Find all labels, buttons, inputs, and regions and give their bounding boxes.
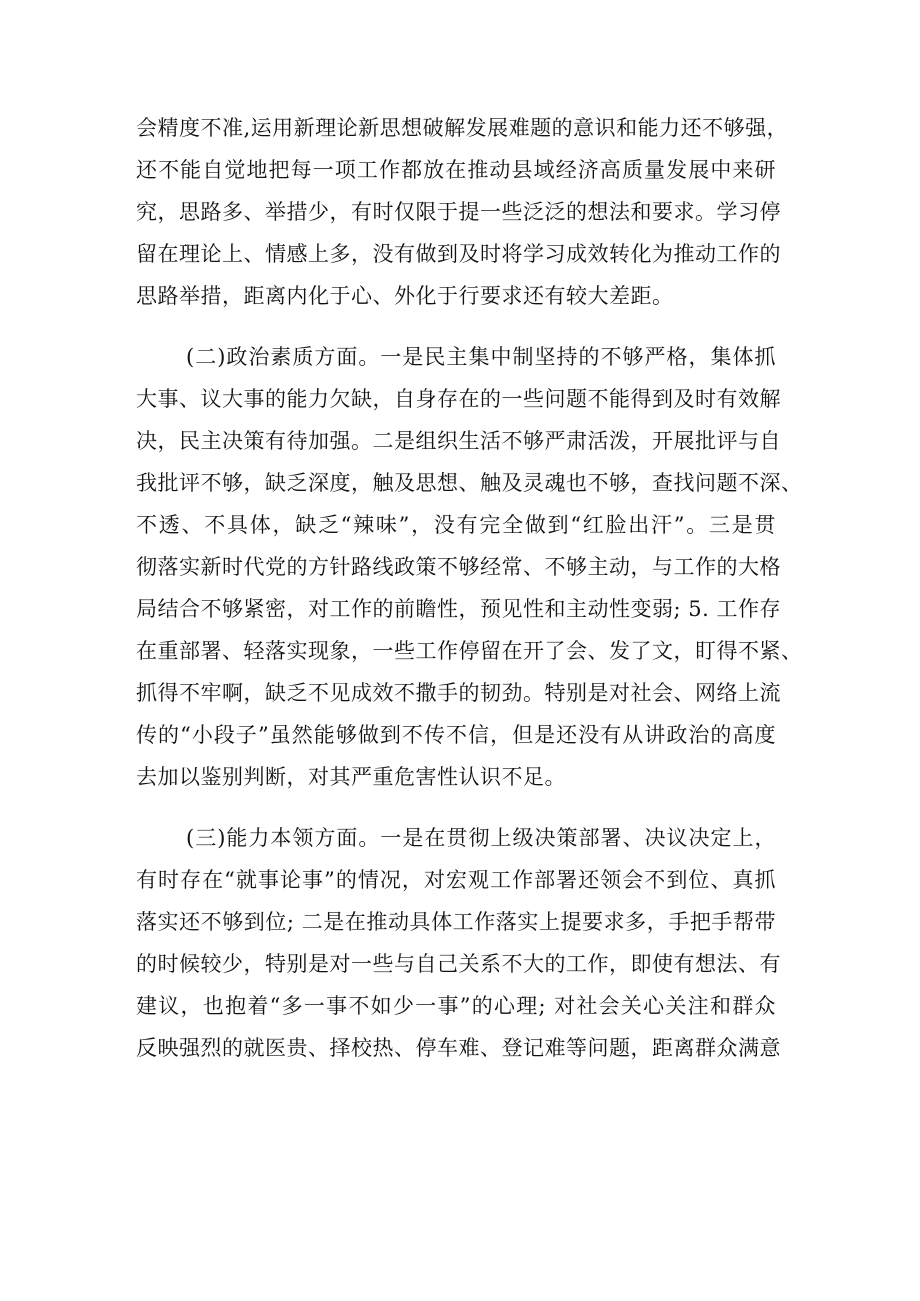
text-line: 会精度不准,运用新理论新思想破解发展难题的意识和能力还不够强， [136,116,789,140]
text-line: 在重部署、轻落实现象，一些工作停留在开了会、发了文，盯得不紧、 [136,639,803,663]
text-line: 还不能自觉地把每一项工作都放在推动县域经济高质量发展中来研 [136,158,776,182]
text-line: 思路举措，距离内化于心、外化于行要求还有较大差距。 [136,284,674,308]
text-line: 究，思路多、举措少，有时仅限于提一些泛泛的想法和要求。学习停 [136,200,781,224]
text-line: 传的“小段子”虽然能够做到不传不信，但是还没有从讲政治的高度 [136,723,776,747]
text-line: 去加以鉴别判断，对其严重危害性认识不足。 [136,765,566,789]
text-line: 留在理论上、情感上多，没有做到及时将学习成效转化为推动工作的 [136,242,781,266]
text-line: 有时存在“就事论事”的情况，对宏观工作部署还领会不到位、真抓 [136,868,776,892]
text-line: 落实还不够到位; 二是在推动具体工作落实上提要求多，手把手帮带 [136,910,776,934]
text-line: 决，民主决策有待加强。二是组织生活不够严肃活泼，开展批评与自 [136,429,781,453]
text-line: 大事、议大事的能力欠缺，自身存在的一些问题不能得到及时有效解 [136,387,781,411]
text-line: 的时候较少，特别是对一些与自己关系不大的工作，即使有想法、有 [136,952,781,976]
text-line: 反映强烈的就医贵、择校热、停车难、登记难等问题，距离群众满意 [136,1036,781,1060]
text-line: 我批评不够，缺乏深度，触及思想、触及灵魂也不够，查找问题不深、 [136,471,803,495]
text-line: 不透、不具体，缺乏“辣味”，没有完全做到“红脸出汗”。三是贯 [136,513,776,537]
text-line: (三)能力本领方面。一是在贯彻上级决策部署、决议决定上， [186,826,776,850]
text-line: (二)政治素质方面。一是民主集中制坚持的不够严格，集体抓 [186,345,776,369]
text-line: 局结合不够紧密，对工作的前瞻性，预见性和主动性变弱; 5. 工作存 [136,597,781,621]
text-line: 建议，也抱着“多一事不如少一事”的心理; 对社会关心关注和群众 [136,994,776,1018]
text-line: 彻落实新时代党的方针路线政策不够经常、不够主动，与工作的大格 [136,555,781,579]
text-line: 抓得不牢啊，缺乏不见成效不撒手的韧劲。特别是对社会、网络上流 [136,681,781,705]
